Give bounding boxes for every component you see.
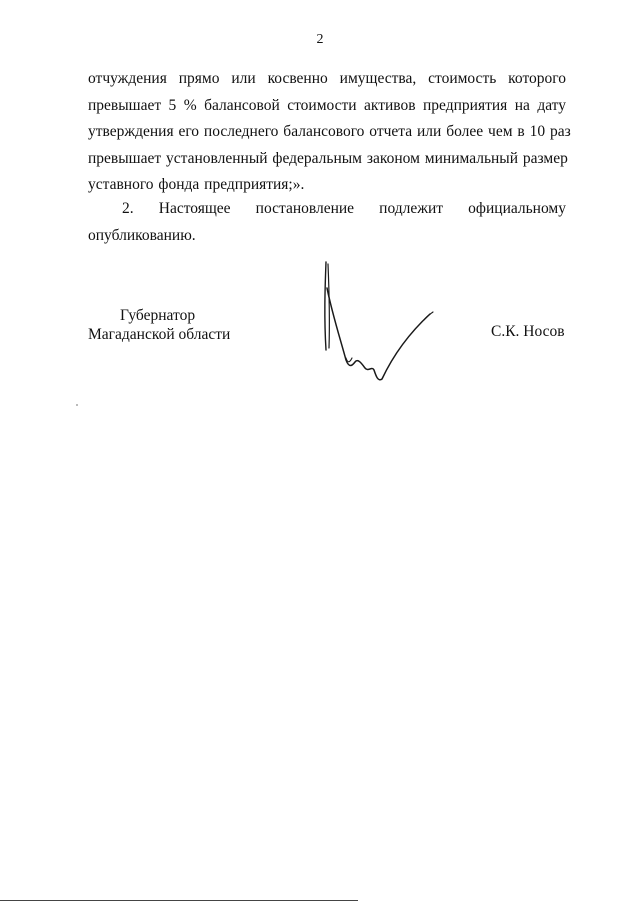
paragraph-line: превышает установленный федеральным законом минимальный размер (88, 149, 568, 167)
paragraph-line: уставного фонда предприятия;». (88, 176, 305, 193)
paragraph-line: 2. Настоящее постановление подлежит официальному (122, 200, 566, 217)
paragraph-line: утверждения его последнего балансового отчета или более чем в 10 раз (88, 123, 571, 140)
paragraph-line: превышает 5 % балансовой стоимости активов предприятия на дату (88, 96, 566, 114)
signatory-title (88, 306, 230, 344)
signatory-name: С.К. Носов (491, 323, 565, 340)
handwritten-signature (312, 258, 442, 388)
signatory-position: Губернатор (120, 307, 196, 324)
page-number: 2 (316, 32, 324, 47)
page-bottom-rule (0, 900, 358, 901)
paragraph-amendment-text (88, 66, 571, 199)
paragraph-line: опубликованию. (88, 226, 196, 244)
paragraph-line: отчуждения прямо или косвенно имущества, стоимость которого (88, 70, 566, 87)
paragraph-publication-clause (88, 196, 566, 249)
signatory-region: Магаданской области (88, 326, 231, 343)
margin-mark (76, 404, 78, 406)
